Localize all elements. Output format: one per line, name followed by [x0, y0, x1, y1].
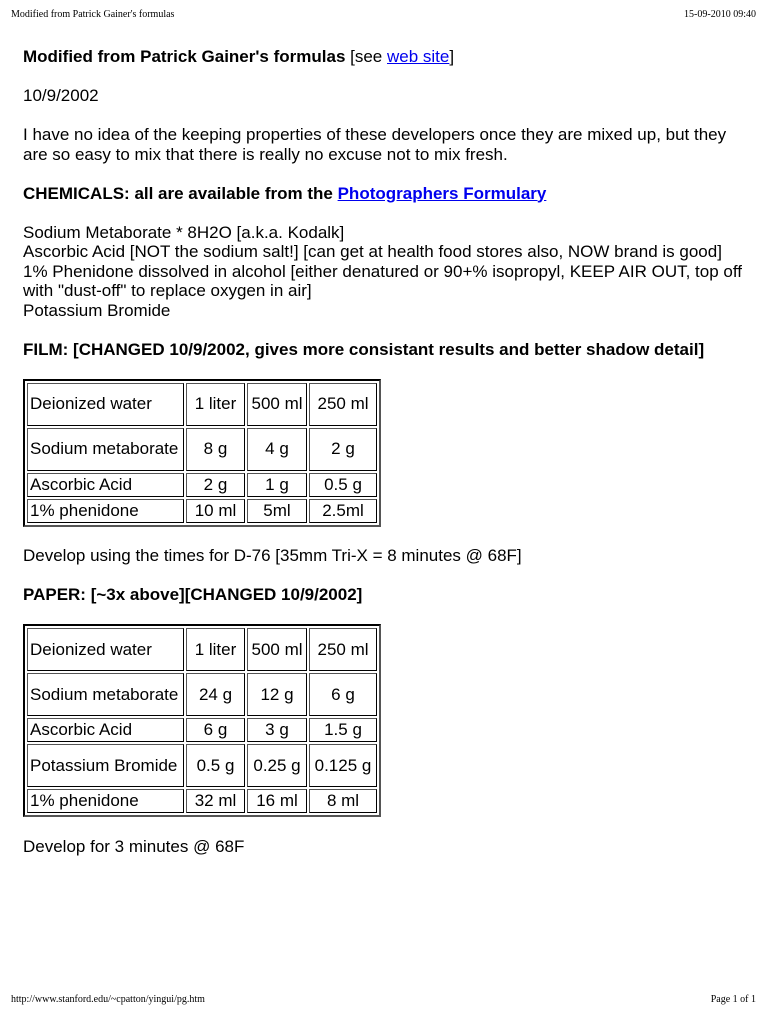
web-site-link[interactable]: web site	[387, 47, 450, 66]
table-cell: Sodium metaborate	[27, 673, 184, 716]
chemical-item: Ascorbic Acid [NOT the sodium salt!] [can get at health food stores also, NOW brand is good]	[23, 242, 722, 261]
table-row	[27, 789, 377, 813]
table-cell: 0.5 g	[309, 473, 377, 497]
table-cell: 250 ml	[309, 628, 377, 671]
table-cell: 3 g	[247, 718, 307, 742]
table-cell: 24 g	[186, 673, 245, 716]
intro-paragraph: I have no idea of the keeping properties of these developers once they are mixed up, but they are so easy to mix that there is really no excuse not to mix fresh.	[23, 125, 727, 164]
print-footer	[11, 994, 756, 1008]
date-line: 10/9/2002	[23, 86, 99, 105]
see-prefix: [see	[345, 47, 387, 66]
table-cell: 6 g	[186, 718, 245, 742]
table-row	[27, 628, 377, 671]
chemical-item: Potassium Bromide	[23, 300, 171, 320]
table-cell: Deionized water	[27, 628, 184, 671]
table-cell: 0.125 g	[309, 744, 377, 787]
table-row	[27, 718, 377, 742]
table-cell: 1 liter	[186, 383, 245, 426]
document-body	[23, 47, 753, 876]
table-cell: 4 g	[247, 428, 307, 471]
see-suffix: ]	[449, 47, 455, 66]
table-cell: 500 ml	[247, 383, 307, 426]
table-cell: Ascorbic Acid	[27, 718, 184, 742]
table-cell: 6 g	[309, 673, 377, 716]
chemicals-list	[23, 223, 753, 321]
table-cell: 16 ml	[247, 789, 307, 813]
page-title: Modified from Patrick Gainer's formulas	[23, 47, 346, 66]
table-cell: 1.5 g	[309, 718, 377, 742]
print-footer-page: Page 1 of 1	[710, 994, 756, 1005]
table-row	[27, 383, 377, 426]
film-develop-note: Develop using the times for D-76 [35mm Tri-X = 8 minutes @ 68F]	[23, 546, 522, 565]
table-cell: Ascorbic Acid	[27, 473, 184, 497]
print-footer-url: http://www.stanford.edu/~cpatton/yingui/pg.htm	[11, 994, 205, 1005]
table-row	[27, 428, 377, 471]
table-cell: 32 ml	[186, 789, 245, 813]
print-header-title: Modified from Patrick Gainer's formulas	[11, 9, 175, 20]
table-row	[27, 473, 377, 497]
table-cell: 10 ml	[186, 499, 245, 523]
chemicals-heading	[23, 184, 753, 204]
table-cell: 12 g	[247, 673, 307, 716]
table-cell: 0.25 g	[247, 744, 307, 787]
paper-recipe-table	[23, 624, 381, 817]
chemical-item: Sodium Metaborate * 8H2O [a.k.a. Kodalk]	[23, 222, 345, 242]
table-row	[27, 673, 377, 716]
table-cell: 0.5 g	[186, 744, 245, 787]
table-cell: 8 ml	[309, 789, 377, 813]
paper-heading: PAPER: [~3x above][CHANGED 10/9/2002]	[23, 585, 363, 604]
table-cell: 2 g	[309, 428, 377, 471]
chemical-item: 1% Phenidone dissolved in alcohol [either denatured or 90+% isopropyl, KEEP AIR OUT, top off with "dust-off" to replace oxygen in air]	[23, 261, 743, 300]
table-cell: 500 ml	[247, 628, 307, 671]
table-cell: 1% phenidone	[27, 499, 184, 523]
table-cell: 2.5ml	[309, 499, 377, 523]
table-cell: 1% phenidone	[27, 789, 184, 813]
table-cell: 1 g	[247, 473, 307, 497]
page-heading	[23, 47, 753, 67]
table-row	[27, 744, 377, 787]
table-cell: Sodium metaborate	[27, 428, 184, 471]
print-header	[11, 9, 756, 23]
table-cell: Potassium Bromide	[27, 744, 184, 787]
table-cell: 2 g	[186, 473, 245, 497]
film-recipe-table	[23, 379, 381, 527]
film-heading: FILM: [CHANGED 10/9/2002, gives more consistant results and better shadow detail]	[23, 339, 705, 359]
table-cell: 5ml	[247, 499, 307, 523]
table-cell: Deionized water	[27, 383, 184, 426]
print-header-datetime: 15-09-2010 09:40	[684, 9, 756, 20]
table-cell: 250 ml	[309, 383, 377, 426]
table-cell: 8 g	[186, 428, 245, 471]
table-cell: 1 liter	[186, 628, 245, 671]
chemicals-label: CHEMICALS: all are available from the	[23, 183, 338, 203]
paper-develop-note: Develop for 3 minutes @ 68F	[23, 836, 245, 856]
photographers-formulary-link[interactable]: Photographers Formulary	[337, 183, 547, 203]
table-row	[27, 499, 377, 523]
